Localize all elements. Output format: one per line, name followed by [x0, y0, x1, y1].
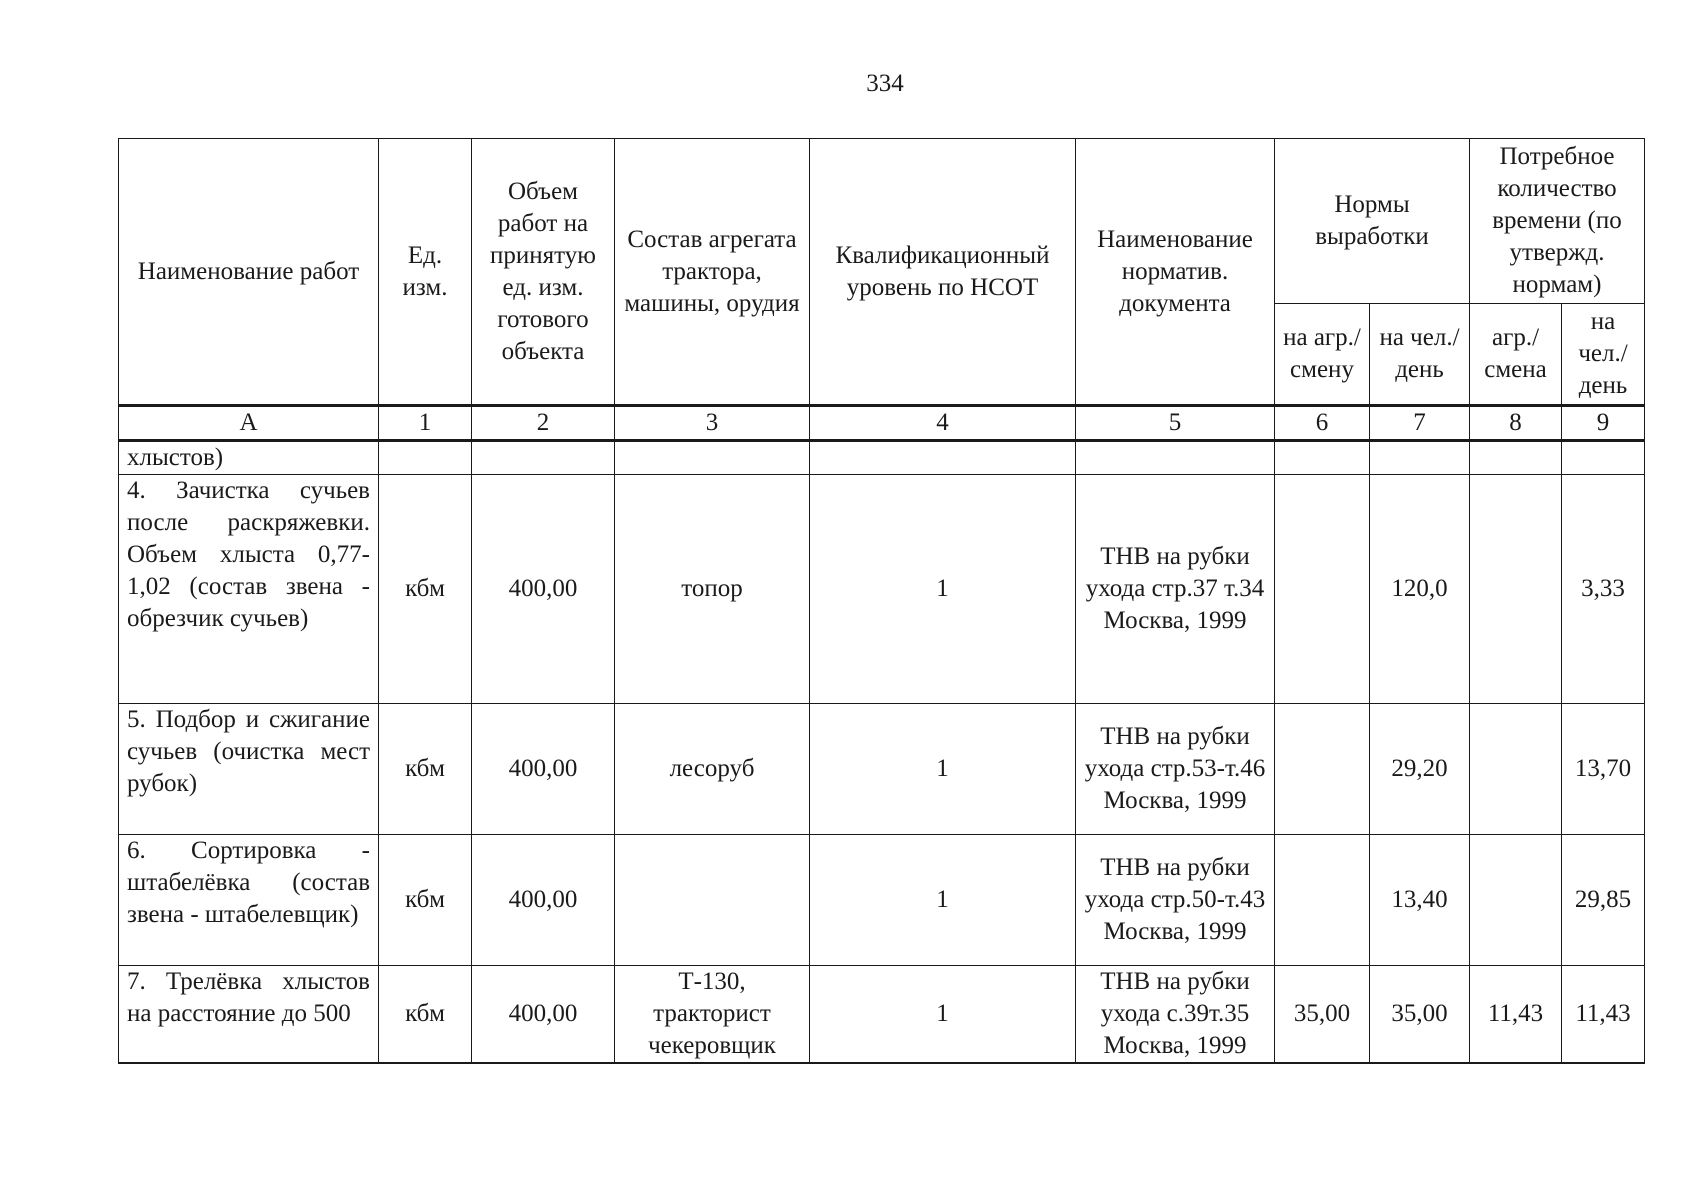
- header-time-agr: агр./ смена: [1470, 304, 1562, 406]
- cell-work-name: 6. Сортировка - штабелёвка (состав звена - штабелевщик): [119, 835, 379, 966]
- column-number: 6: [1275, 406, 1370, 441]
- header-norms-person: на чел./ день: [1370, 304, 1470, 406]
- cell-volume: [472, 441, 615, 475]
- cell-volume: 400,00: [472, 475, 615, 704]
- cell-time-person: 13,70: [1562, 704, 1645, 835]
- cell-qualification: 1: [810, 475, 1076, 704]
- cell-unit: кбм: [379, 475, 472, 704]
- table-row: [119, 441, 1645, 475]
- cell-time-agr: [1470, 475, 1562, 704]
- header-qualification: Квалификационный уровень по НСОТ: [810, 139, 1076, 406]
- cell-time-person: 11,43: [1562, 966, 1645, 1064]
- column-number: 9: [1562, 406, 1645, 441]
- header-time: Потребное количество времени (по утвержд. нормам): [1470, 139, 1645, 304]
- column-number: 5: [1076, 406, 1275, 441]
- header-volume: Объем работ на принятую ед. изм. готового объекта: [472, 139, 615, 406]
- cell-norm-person: 29,20: [1370, 704, 1470, 835]
- cell-norm-person: 13,40: [1370, 835, 1470, 966]
- cell-unit: кбм: [379, 835, 472, 966]
- page-number: 334: [866, 70, 904, 97]
- cell-document: ТНВ на рубки ухода стр.50-т.43 Москва, 1999: [1076, 835, 1275, 966]
- cell-norm-agr: [1275, 704, 1370, 835]
- cell-unit: кбм: [379, 704, 472, 835]
- table-row: [119, 966, 1645, 1064]
- cell-unit: кбм: [379, 966, 472, 1064]
- cell-composition: Т-130, тракторист чекеровщик: [615, 966, 810, 1064]
- header-document: Наименование норматив. документа: [1076, 139, 1275, 406]
- cell-norm-agr: [1275, 835, 1370, 966]
- table-row: [119, 835, 1645, 966]
- cell-norm-agr: [1275, 475, 1370, 704]
- cell-volume: 400,00: [472, 966, 615, 1064]
- cell-volume: 400,00: [472, 835, 615, 966]
- cell-qualification: 1: [810, 966, 1076, 1064]
- cell-composition: [615, 835, 810, 966]
- cell-norm-agr: [1275, 441, 1370, 475]
- column-number: 3: [615, 406, 810, 441]
- cell-time-agr: [1470, 441, 1562, 475]
- column-number: 4: [810, 406, 1076, 441]
- cell-norm-agr: 35,00: [1275, 966, 1370, 1064]
- column-number: 1: [379, 406, 472, 441]
- table-row: [119, 475, 1645, 704]
- cell-document: ТНВ на рубки ухода стр.37 т.34 Москва, 1999: [1076, 475, 1275, 704]
- cell-norm-person: [1370, 441, 1470, 475]
- cell-time-person: 29,85: [1562, 835, 1645, 966]
- header-norms-agr: на агр./ смену: [1275, 304, 1370, 406]
- cell-composition: топор: [615, 475, 810, 704]
- cell-work-name: хлыстов): [119, 441, 379, 475]
- column-number: 7: [1370, 406, 1470, 441]
- column-number-row: [119, 406, 1645, 441]
- cell-qualification: [810, 441, 1076, 475]
- header-composition: Состав агрегата трактора, машины, орудия: [615, 139, 810, 406]
- cell-work-name: 4. Зачистка сучьев после раскряжевки. Объем хлыста 0,77-1,02 (состав звена - обрезчик сучьев): [119, 475, 379, 704]
- cell-norm-person: 35,00: [1370, 966, 1470, 1064]
- cell-composition: [615, 441, 810, 475]
- column-number: 2: [472, 406, 615, 441]
- cell-norm-person: 120,0: [1370, 475, 1470, 704]
- cell-unit: [379, 441, 472, 475]
- cell-document: [1076, 441, 1275, 475]
- cell-time-person: [1562, 441, 1645, 475]
- cell-work-name: 5. Подбор и сжигание сучьев (очистка мест рубок): [119, 704, 379, 835]
- table-row: [119, 704, 1645, 835]
- header-unit: Ед. изм.: [379, 139, 472, 406]
- header-row: [119, 139, 1645, 304]
- cell-volume: 400,00: [472, 704, 615, 835]
- cell-qualification: 1: [810, 835, 1076, 966]
- cell-time-agr: [1470, 835, 1562, 966]
- cell-work-name: 7. Трелёвка хлыстов на расстояние до 500: [119, 966, 379, 1064]
- header-time-person: на чел./ день: [1562, 304, 1645, 406]
- column-number: А: [119, 406, 379, 441]
- cell-time-person: 3,33: [1562, 475, 1645, 704]
- cell-time-agr: 11,43: [1470, 966, 1562, 1064]
- column-number: 8: [1470, 406, 1562, 441]
- header-norms: Нормы выработки: [1275, 139, 1470, 304]
- norms-table: [118, 138, 1645, 1064]
- cell-document: ТНВ на рубки ухода стр.53-т.46 Москва, 1999: [1076, 704, 1275, 835]
- cell-composition: лесоруб: [615, 704, 810, 835]
- header-name: Наименование работ: [119, 139, 379, 406]
- cell-time-agr: [1470, 704, 1562, 835]
- cell-qualification: 1: [810, 704, 1076, 835]
- cell-document: ТНВ на рубки ухода с.39т.35 Москва, 1999: [1076, 966, 1275, 1064]
